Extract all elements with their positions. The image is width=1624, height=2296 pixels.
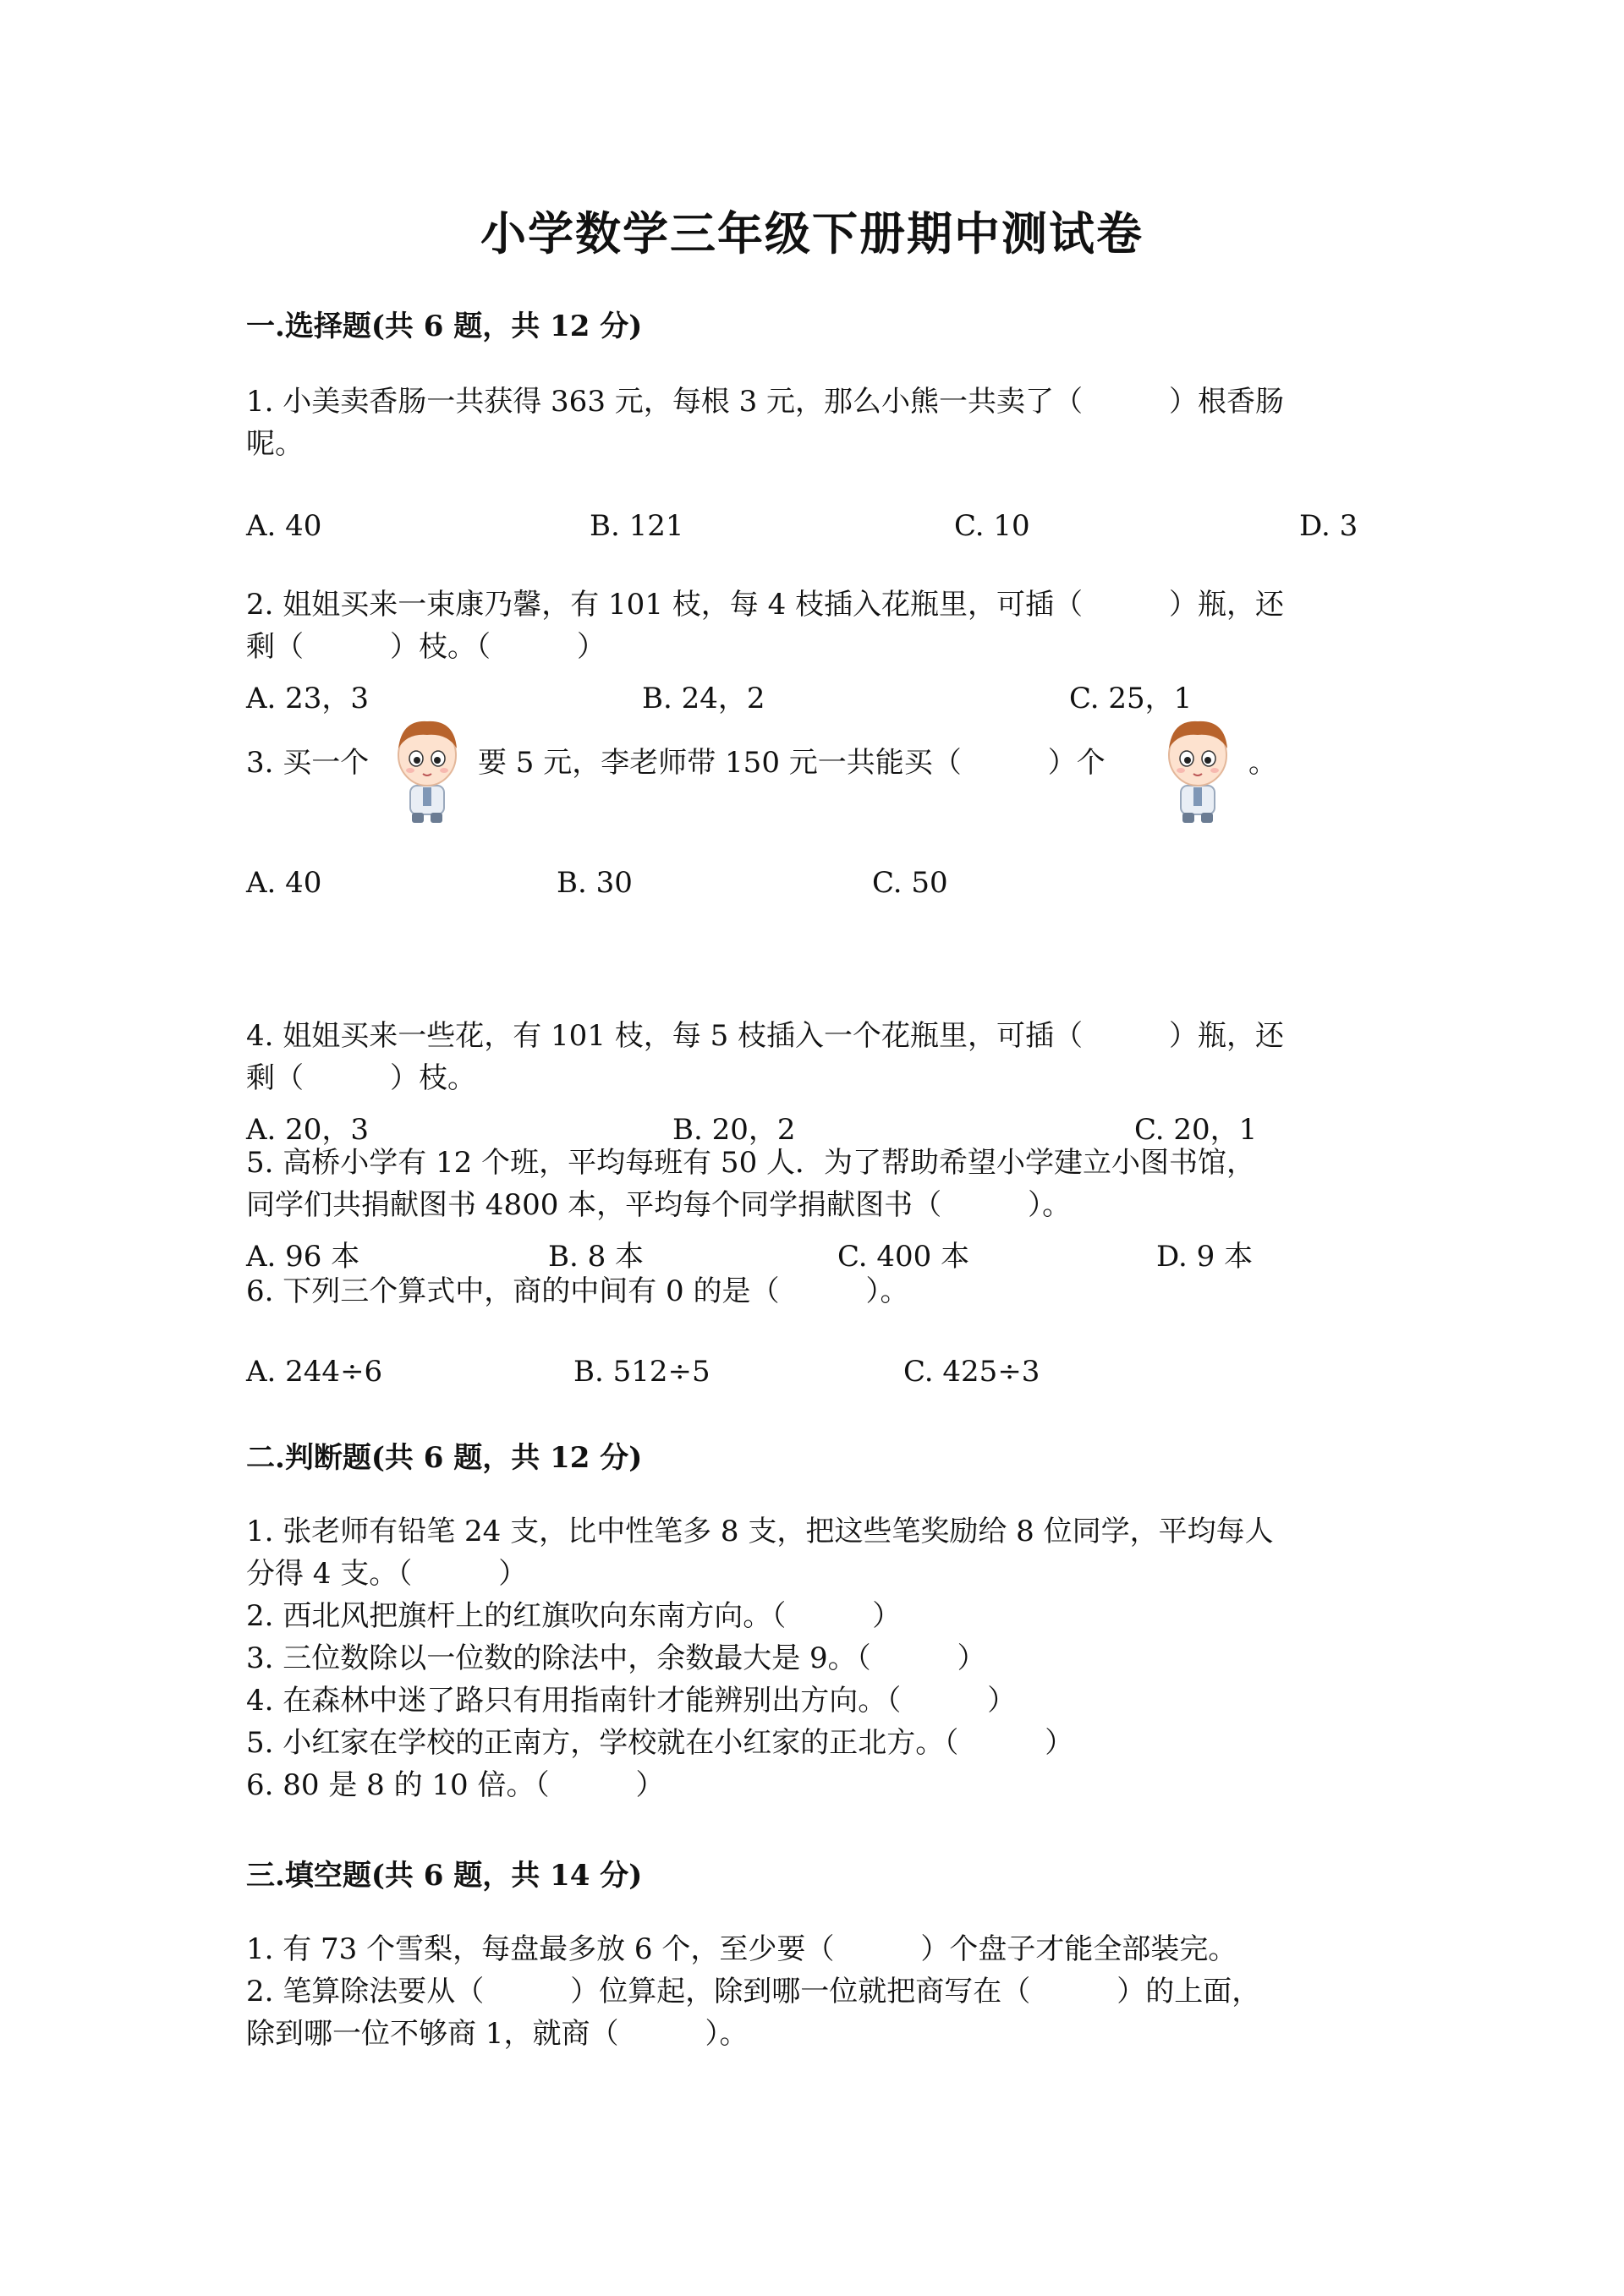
question-text: 1. 张老师有铅笔 24 支，比中性笔多 8 支，把这些笔奖励给 8 位同学，平均每人: [246, 1515, 1274, 1548]
question-text: 2. 西北风把旗杆上的红旗吹向东南方向。（ ）: [246, 1599, 902, 1633]
question-text: 分得 4 支。（ ）: [246, 1557, 528, 1591]
option-b[interactable]: B. 30: [557, 866, 633, 900]
question-text: 呢。: [246, 427, 304, 461]
option-b[interactable]: B. 121: [590, 509, 684, 543]
option-b[interactable]: B. 8 本: [548, 1240, 645, 1274]
question-text: 1. 小美卖香肠一共获得 363 元，每根 3 元，那么小熊一共卖了（ ）根香肠: [246, 385, 1285, 419]
option-d[interactable]: D. 9 本: [1156, 1240, 1254, 1274]
question-text: 同学们共捐献图书 4800 本，平均每个同学捐献图书（ ）。: [246, 1188, 1072, 1222]
question-text: 4. 姐姐买来一些花，有 101 枝，每 5 枝插入一个花瓶里，可插（ ）瓶，还: [246, 1019, 1285, 1053]
section-heading-choice: 一.选择题(共 6 题，共 12 分): [246, 310, 643, 343]
option-d[interactable]: D. 3: [1299, 509, 1358, 543]
option-b[interactable]: B. 20，2: [672, 1113, 796, 1147]
option-c[interactable]: C. 20，1: [1134, 1113, 1258, 1147]
option-c[interactable]: C. 25，1: [1069, 682, 1193, 715]
section-heading-fill-blank: 三.填空题(共 6 题，共 14 分): [246, 1859, 643, 1893]
question-text: 剩（ ）枝。（ ）: [246, 630, 606, 664]
question-text: 6. 下列三个算式中，商的中间有 0 的是（ ）。: [246, 1274, 909, 1308]
section-heading-true-false: 二.判断题(共 6 题，共 12 分): [246, 1441, 643, 1475]
question-text: 5. 高桥小学有 12 个班，平均每班有 50 人．为了帮助希望小学建立小图书馆，: [246, 1146, 1256, 1180]
cartoon-boy-icon: [385, 715, 469, 825]
option-c[interactable]: C. 425÷3: [903, 1355, 1040, 1389]
question-text: 3. 三位数除以一位数的除法中，余数最大是 9。（ ）: [246, 1641, 986, 1675]
option-c[interactable]: C. 10: [954, 509, 1030, 543]
option-b[interactable]: B. 512÷5: [573, 1355, 710, 1389]
question-text: 要 5 元，李老师带 150 元一共能买（ ）个: [478, 746, 1106, 780]
option-c[interactable]: C. 400 本: [837, 1240, 970, 1274]
question-text: 1. 有 73 个雪梨，每盘最多放 6 个，至少要（ ）个盘子才能全部装完。: [246, 1932, 1237, 1966]
question-text: 2. 姐姐买来一束康乃馨，有 101 枝，每 4 枝插入花瓶里，可插（ ）瓶，还: [246, 588, 1285, 622]
question-text: 。: [1248, 746, 1277, 780]
page-title: 小学数学三年级下册期中测试卷: [480, 206, 1144, 260]
option-a[interactable]: A. 40: [246, 866, 322, 900]
question-text: 剩（ ）枝。: [246, 1061, 476, 1095]
question-text: 3. 买一个: [246, 746, 370, 780]
question-text: 5. 小红家在学校的正南方，学校就在小红家的正北方。（ ）: [246, 1726, 1074, 1760]
question-text: 除到哪一位不够商 1，就商（ ）。: [246, 2017, 749, 2051]
option-a[interactable]: A. 23，3: [246, 682, 370, 715]
option-a[interactable]: A. 20，3: [246, 1113, 370, 1147]
option-a[interactable]: A. 96 本: [246, 1240, 360, 1274]
question-text: 6. 80 是 8 的 10 倍。（ ）: [246, 1768, 665, 1802]
option-b[interactable]: B. 24，2: [642, 682, 765, 715]
question-text: 4. 在森林中迷了路只有用指南针才能辨别出方向。（ ）: [246, 1684, 1017, 1718]
question-text: 2. 笔算除法要从（ ）位算起，除到哪一位就把商写在（ ）的上面，: [246, 1975, 1261, 2008]
cartoon-boy-icon: [1155, 715, 1240, 825]
option-a[interactable]: A. 40: [246, 509, 322, 543]
option-a[interactable]: A. 244÷6: [246, 1355, 383, 1389]
option-c[interactable]: C. 50: [872, 866, 948, 900]
